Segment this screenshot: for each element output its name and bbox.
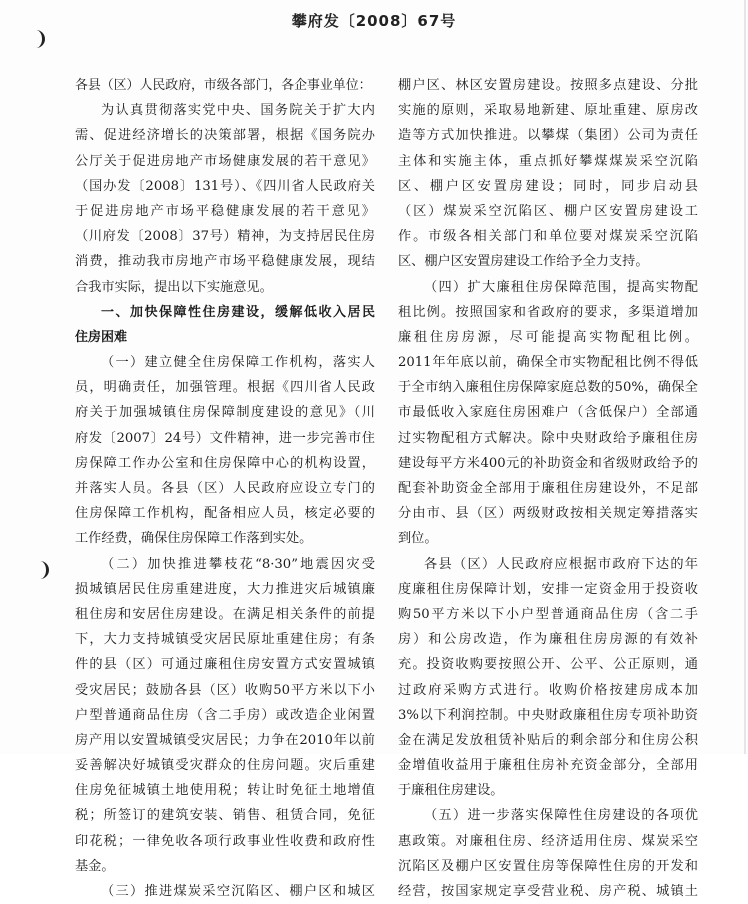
text-line: （国办发〔2008〕131号）、《四川省人民政府关 xyxy=(75,178,375,194)
text-line: 市最低收入家庭住房困难户（含低保户）全部通 xyxy=(398,405,698,421)
text-line: 2011年年底以前，确保全市实物配租比例不得低 xyxy=(398,355,698,371)
text-line: 购50平方米以下小户型普通商品住房（含二手 xyxy=(398,606,698,622)
text-line: 过政府采购方式进行。收购价格按建房成本加 xyxy=(398,682,698,698)
text-line: 于促进房地产市场平稳健康发展的若干意见》 xyxy=(75,203,375,219)
text-line: 度廉租住房保障计划，安排一定资金用于投资收 xyxy=(398,581,698,597)
text-line: 主体和实施主体，重点抓好攀煤煤炭采空沉陷 xyxy=(398,153,698,169)
text-line: 各县（区）人民政府应根据市政府下达的年 xyxy=(424,556,698,572)
text-line: 棚户区、林区安置房建设。按照多点建设、分批 xyxy=(398,78,698,93)
text-line: （一）建立健全住房保障工作机构，落实人 xyxy=(101,355,375,371)
text-line: 于廉租住房建设。 xyxy=(398,783,504,799)
text-line: 房保障工作办公室和住房保障中心的机构设置， xyxy=(75,455,375,471)
text-line: （五）进一步落实保障性住房建设的各项优 xyxy=(424,808,698,824)
text-line: 府发〔2007〕24号）文件精神，进一步完善市住 xyxy=(75,430,375,446)
right-text-column xyxy=(398,73,698,904)
text-line: 造等方式加快推进。以攀煤（集团）公司为责任 xyxy=(398,128,698,144)
text-line: 受灾居民；鼓励各县（区）收购50平方米以下小 xyxy=(75,682,375,698)
text-line: 员，明确责任，加强管理。根据《四川省人民政 xyxy=(75,380,375,396)
text-line: 税；所签订的建筑安装、销售、租赁合同，免征 xyxy=(75,808,375,824)
text-line: 实施的原则，采取易地新建、原址重建、原房改 xyxy=(398,103,698,119)
text-line: （区）煤炭采空沉陷区、棚户区安置房建设工 xyxy=(398,203,698,219)
text-line: 公厅关于促进房地产市场健康发展的若干意见》 xyxy=(75,153,375,169)
text-line: 户型普通商品住房（含二手房）或改造企业闲置 xyxy=(75,707,375,723)
text-line: 配套补助资金全部用于廉租住房建设外，不足部 xyxy=(398,481,698,496)
text-line: 房）和公房改造，作为廉租住房房源的有效补 xyxy=(398,632,698,648)
text-line: 作。市级各相关部门和单位要对煤炭采空沉陷 xyxy=(398,229,698,245)
text-line: 件的县（区）可通过廉租住房安置方式安置城镇 xyxy=(75,657,375,673)
text-line: 区、棚户区安置房建设；同时，同步启动县 xyxy=(398,178,698,194)
text-line: 房产用以安置城镇受灾居民；力争在2010年以前 xyxy=(75,732,375,748)
text-line: 各县（区）人民政府，市级各部门，各企事业单位： xyxy=(75,78,372,93)
text-line: 租比例。按照国家和省政府的要求，多渠道增加 xyxy=(398,304,698,320)
text-line: 妥善解决好城镇受灾群众的住房问题。灾后重建 xyxy=(75,758,375,774)
text-line: 于全市纳入廉租住房保障家庭总数的50%，确保全 xyxy=(398,380,698,396)
text-line: 沉陷区及棚户区安置住房等保障性住房的开发和 xyxy=(398,858,698,874)
text-line: 工作经费，确保住房保障工作落到实处。 xyxy=(75,531,313,547)
page-edge xyxy=(744,0,746,754)
text-line: 印花税；一律免收各项行政事业性收费和政府性 xyxy=(75,833,375,849)
text-line: 损城镇居民住房重建进度，大力推进灾后城镇廉 xyxy=(75,581,375,597)
text-line: 惠政策。对廉租住房、经济适用住房、煤炭采空 xyxy=(398,833,698,849)
text-line: （川府发〔2008〕37号）精神，为支持居民住房 xyxy=(75,229,375,245)
text-line: 需、促进经济增长的决策部署，根据《国务院办 xyxy=(75,128,375,144)
text-line: 廉租住房房源，尽可能提高实物配租比例。 xyxy=(398,329,698,345)
text-line: 3%以下利润控制。中央财政廉租住房专项补助资 xyxy=(398,707,698,723)
text-line: 到位。 xyxy=(398,531,438,547)
text-line: 金在满足发放租赁补贴后的剩余部分和住房公积 xyxy=(398,732,698,748)
text-line: 过实物配租方式解决。除中央财政给予廉租住房 xyxy=(398,430,698,446)
text-line: 为认真贯彻落实党中央、国务院关于扩大内 xyxy=(101,103,375,119)
text-line: 分由市、县（区）两级财政按相关规定筹措落实 xyxy=(398,506,698,522)
text-line: 建设每平方米400元的补助资金和省级财政给予的 xyxy=(398,455,698,471)
text-line: 住房保障工作机构，配备相应人员，核定必要的 xyxy=(75,506,375,522)
text-line: 基金。 xyxy=(75,858,115,874)
text-line: 合我市实际，提出以下实施意见。 xyxy=(75,279,273,295)
text-line: 一、加快保障性住房建设，缓解低收入居民 xyxy=(101,304,375,320)
text-line: 租住房和安居住房建设。在满足相关条件的前提 xyxy=(75,606,375,622)
text-line: 经营，按国家规定享受营业税、房产税、城镇土 xyxy=(398,884,698,899)
binding-hole-mark-icon xyxy=(30,30,45,48)
text-line: （四）扩大廉租住房保障范围，提高实物配 xyxy=(424,279,698,295)
text-line: 并落实人员。各县（区）人民政府应设立专门的 xyxy=(75,481,375,496)
text-line: 区、棚户区安置房建设工作给予全力支持。 xyxy=(398,254,649,270)
binding-hole-mark-icon xyxy=(34,561,49,579)
text-line: （二）加快推进攀枝花“8·30”地震因灾受 xyxy=(101,556,375,572)
text-line: 住房免征城镇土地使用税；转让时免征土地增值 xyxy=(75,783,375,799)
text-line: （三）推进煤炭采空沉陷区、棚户区和城区 xyxy=(101,884,375,899)
text-line: 消费，推动我市房地产市场平稳健康发展，现结 xyxy=(75,254,375,270)
text-line: 府关于加强城镇住房保障制度建设的意见》（川 xyxy=(75,405,375,421)
left-text-column xyxy=(75,73,375,904)
document-number-header: 攀府发〔2008〕67号 xyxy=(291,12,457,30)
text-line: 充。投资收购要按照公开、公平、公正原则，通 xyxy=(398,657,698,673)
text-line: 金增值收益用于廉租住房补充资金部分，全部用 xyxy=(398,758,698,774)
text-line: 住房困难 xyxy=(75,329,128,345)
text-line: 下，大力支持城镇受灾居民原址重建住房；有条 xyxy=(75,632,375,648)
